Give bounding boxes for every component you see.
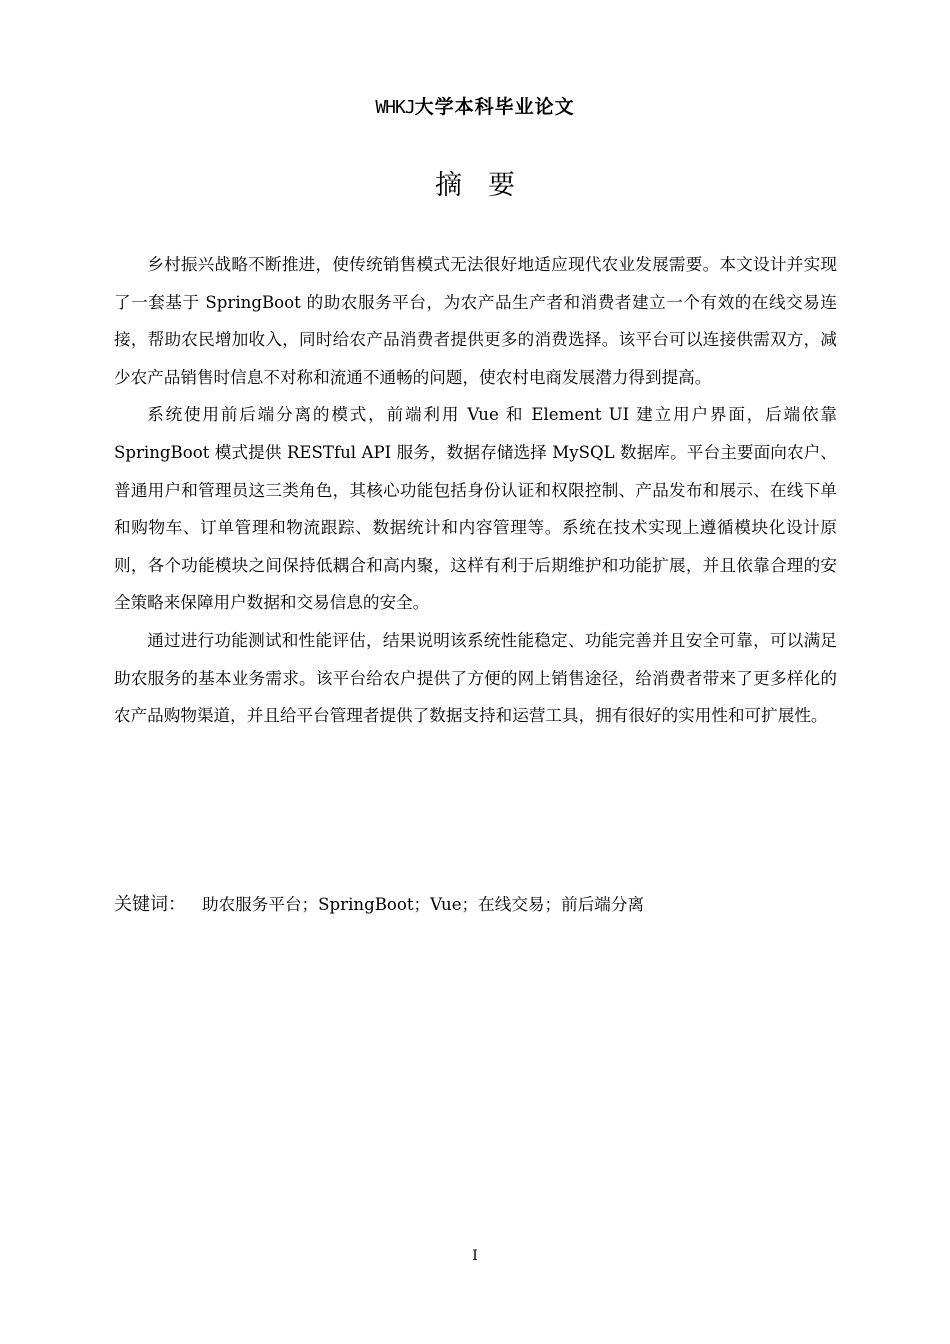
running-header xyxy=(0,94,950,121)
abstract-body xyxy=(114,246,837,735)
abstract-paragraph: 乡村振兴战略不断推进，使传统销售模式无法很好地适应现代农业发展需要。本文设计并实现了一套基于 SpringBoot 的助农服务平台，为农产品生产者和消费者建立一个有效的在线交易连接，帮助农民增加收入，同时给农产品消费者提供更多的消费选择。该平台可以连接供需双方，减少农产品销售时信息不对称和流通不通畅的问题，使农村电商发展潜力得到提高。 xyxy=(114,255,837,387)
page-number: I xyxy=(472,1248,478,1264)
university-code: WHKJ xyxy=(375,97,415,118)
abstract-paragraph: 通过进行功能测试和性能评估，结果说明该系统性能稳定、功能完善并且安全可靠，可以满足助农服务的基本业务需求。该平台给农户提供了方便的网上销售途径，给消费者带来了更多样化的农产品购物渠道，并且给平台管理者提供了数据支持和运营工具，拥有很好的实用性和可扩展性。 xyxy=(114,630,837,726)
keywords-line xyxy=(114,890,837,920)
keywords-value: 助农服务平台；SpringBoot；Vue；在线交易；前后端分离 xyxy=(202,895,645,914)
keywords-label: 关键词： xyxy=(114,894,186,915)
university-thesis-label: 大学本科毕业论文 xyxy=(414,96,575,118)
abstract-title: 摘要 xyxy=(435,170,541,201)
abstract-paragraph: 系统使用前后端分离的模式，前端利用 Vue 和 Element UI 建立用户界面，后端依靠 SpringBoot 模式提供 RESTful API 服务，数据存储选择 MySQL 数据库。平台主要面向农户、普通用户和管理员这三类角色，其核心功能包括身份认证和权限控制、产品发布和展示、在线下单和购物车、订单管理和物流跟踪、数据统计和内容管理等。系统在技术实现上遵循模块化设计原则，各个功能模块之间保持低耦合和高内聚，这样有利于后期维护和功能扩展，并且依靠合理的安全策略来保障用户数据和交易信息的安全。 xyxy=(114,405,837,613)
